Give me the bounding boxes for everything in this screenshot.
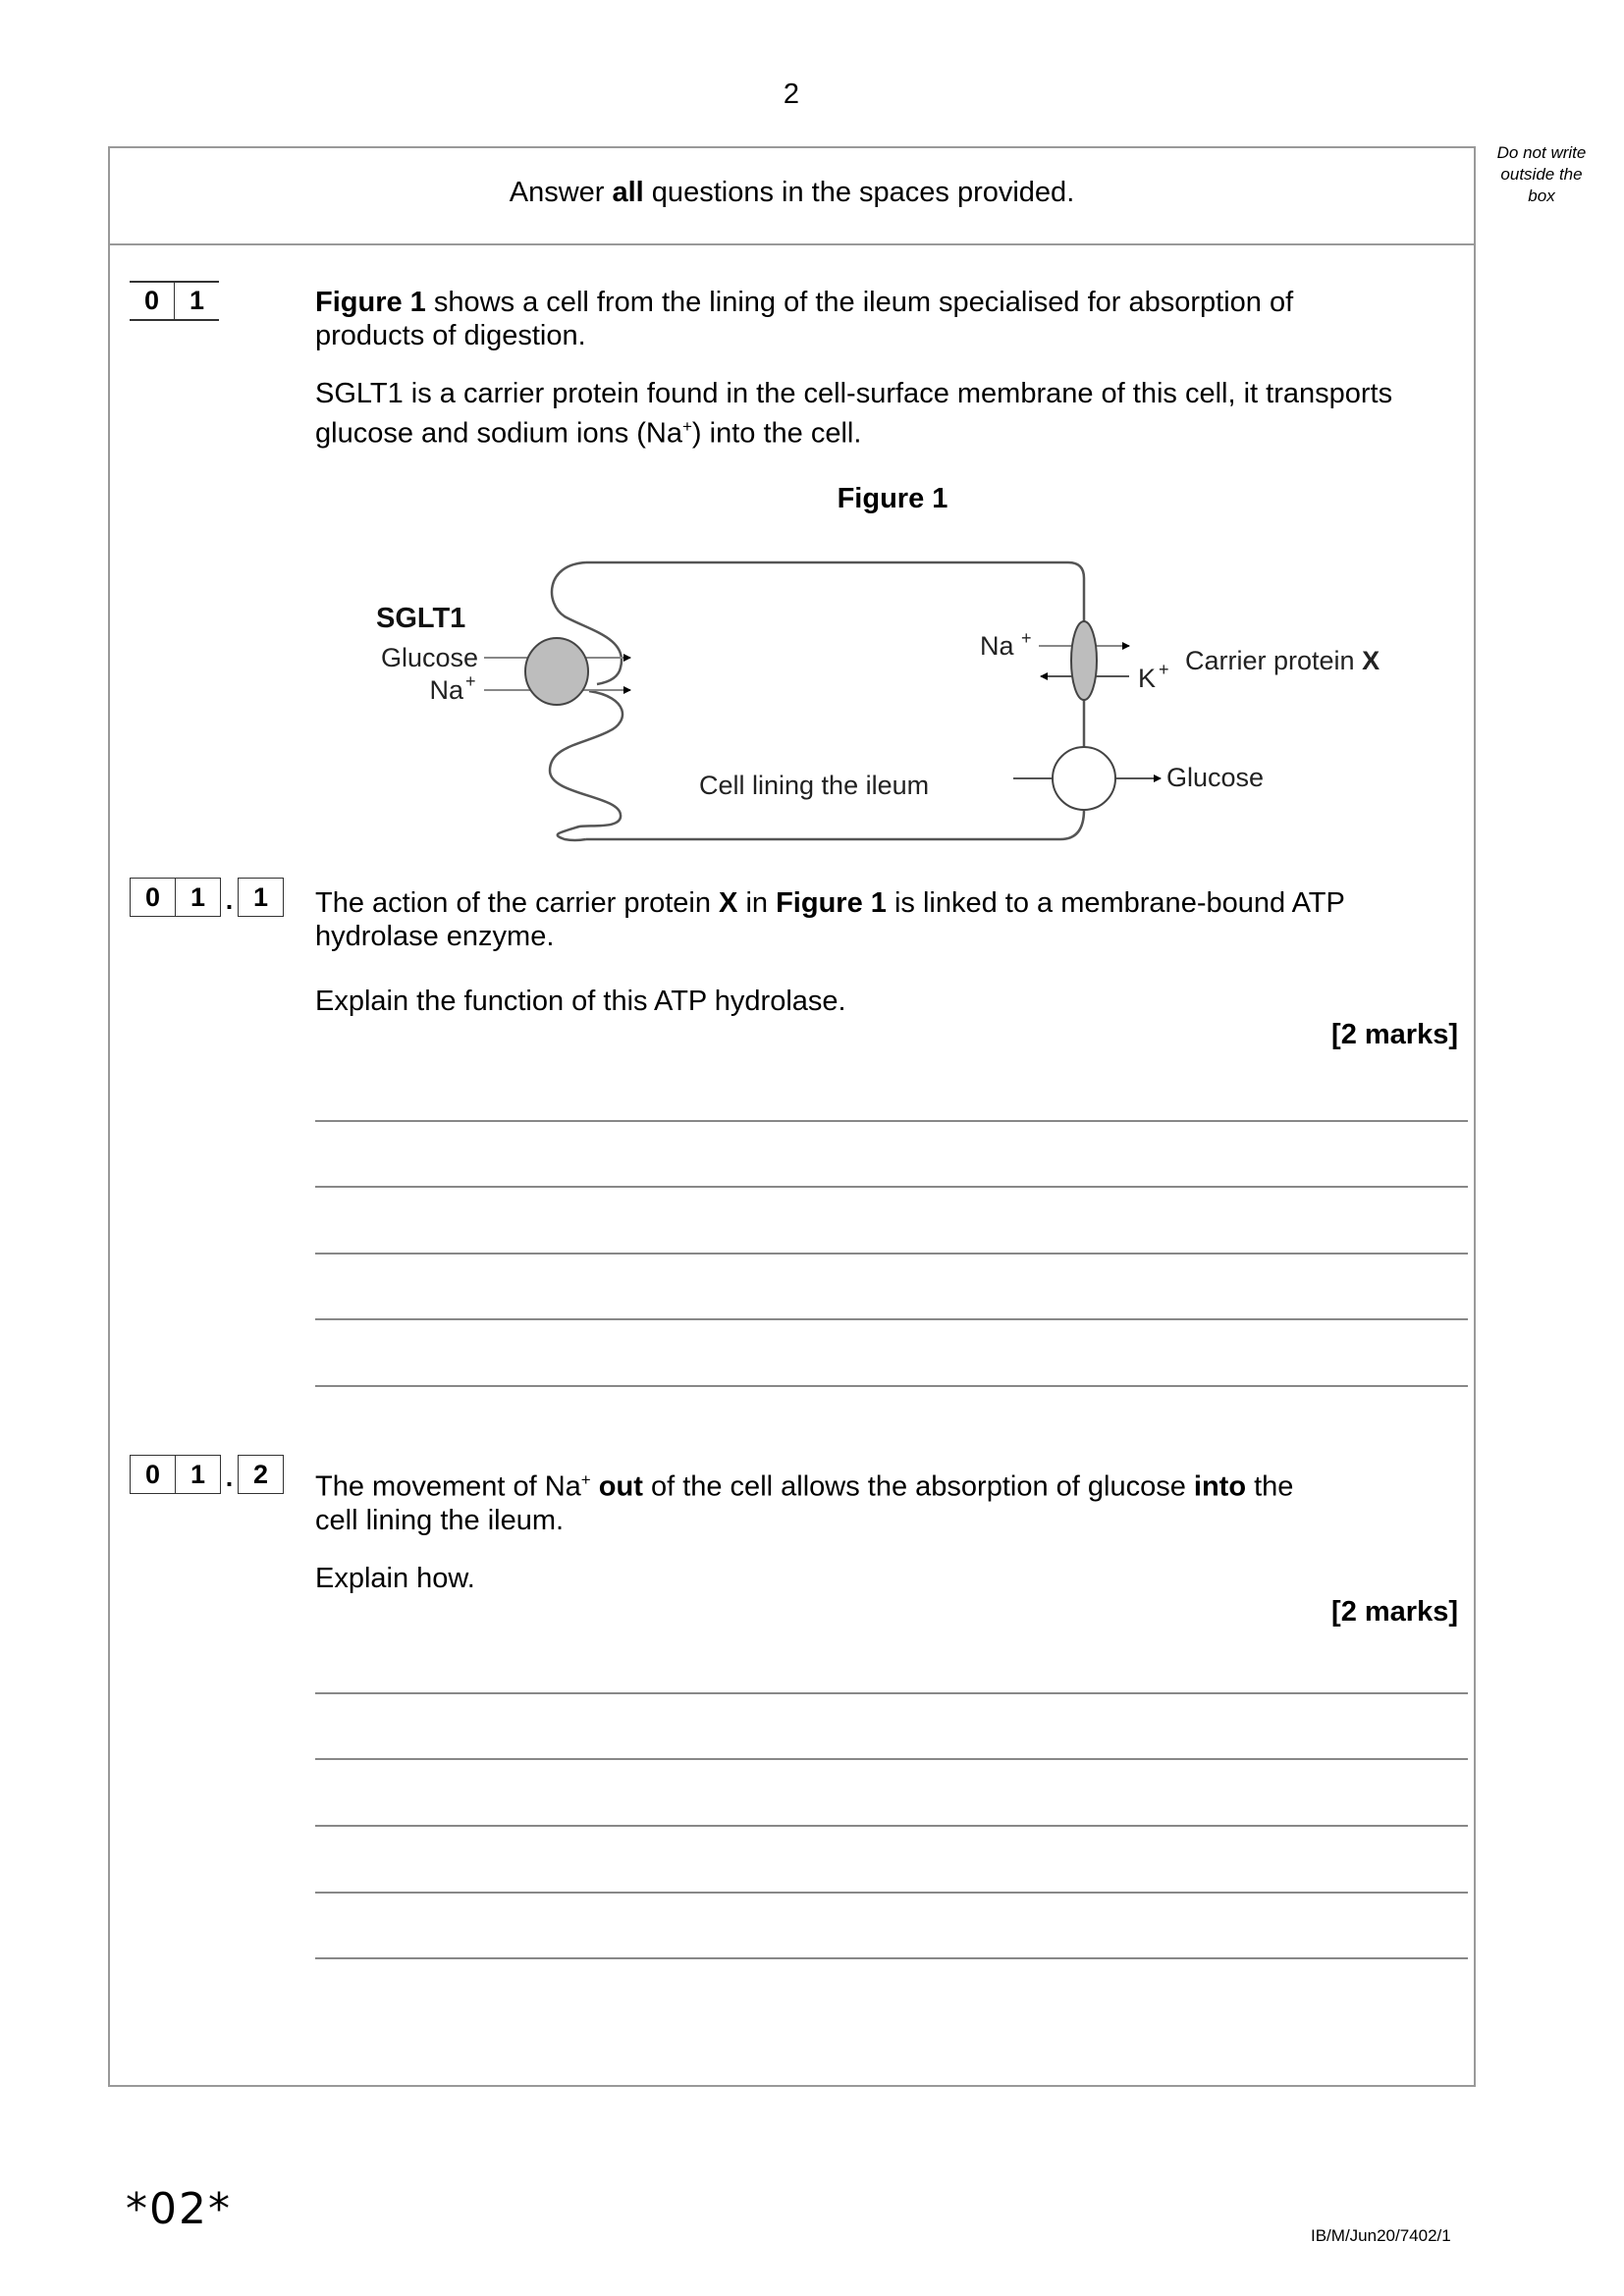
q012-line1-post: the	[1246, 1470, 1294, 1503]
question-number-01-2	[130, 1455, 284, 1494]
glucose-out-label: Glucose	[1166, 763, 1265, 792]
q011-line1-pre: The action of the carrier protein	[315, 887, 720, 919]
q012-text	[315, 1464, 1474, 1537]
qnum-digit: 1	[174, 283, 219, 319]
margin-note-line: box	[1528, 187, 1555, 205]
glucose-in-label: Glucose	[380, 643, 478, 672]
answer-line[interactable]	[315, 1385, 1468, 1387]
sglt1-protein	[484, 638, 630, 705]
q011-text	[315, 886, 1474, 953]
instruction-pre: Answer	[509, 177, 613, 208]
q012-bold-into: into	[1193, 1470, 1247, 1503]
margin-note-line: Do not write	[1496, 143, 1587, 162]
superscript-plus: +	[580, 1470, 591, 1489]
instruction-bold: all	[612, 177, 644, 208]
footer-barcode-text: *02*	[126, 2184, 232, 2234]
glucose-channel	[1013, 747, 1161, 810]
q01-para2-line1: SGLT1 is a carrier protein found in the cell-surface membrane of this cell, it transports	[315, 378, 1393, 409]
qnum-digit: 1	[175, 1456, 220, 1493]
na-in-plus: +	[465, 671, 476, 691]
na-out-label: Na	[980, 631, 1014, 661]
margin-note-line: outside the	[1500, 165, 1583, 184]
answer-line[interactable]	[315, 1120, 1468, 1122]
qnum-digit: 0	[143, 286, 160, 315]
answer-line[interactable]	[315, 1318, 1468, 1320]
q011-line1-post: is linked to a membrane-bound ATP	[886, 887, 1345, 919]
qnum-digit: 2	[252, 1459, 269, 1489]
q012-bold-out: out	[598, 1470, 643, 1503]
q011-prompt: Explain the function of this ATP hydrolase.	[315, 986, 846, 1017]
question-number-01-1	[130, 878, 284, 917]
superscript-plus: +	[681, 417, 692, 436]
footer-code: IB/M/Jun20/7402/1	[1311, 2226, 1451, 2245]
instruction-post: questions in the spaces provided.	[643, 177, 1075, 208]
figure-ref: Figure 1	[315, 287, 426, 318]
answer-line[interactable]	[315, 1758, 1468, 1760]
qnum-digit: 0	[144, 1459, 161, 1489]
sglt1-label: SGLT1	[376, 603, 466, 634]
qnum-digit: 0	[144, 881, 161, 912]
q01-para2-line2-post: ) into the cell.	[691, 417, 862, 450]
carrier-protein-x	[1039, 621, 1129, 700]
q011-bold-figure: Figure 1	[776, 887, 887, 919]
figure-1-diagram	[0, 0, 1624, 883]
answer-line[interactable]	[315, 1825, 1468, 1827]
k-label: K	[1138, 664, 1157, 693]
carrier-label	[1185, 646, 1380, 675]
carrier-label-x: X	[1362, 646, 1380, 675]
q012-line2: cell lining the ileum.	[315, 1504, 565, 1536]
qnum-dot: .	[225, 885, 234, 915]
q011-bold-x: X	[719, 887, 738, 919]
qnum-dot: .	[225, 1463, 234, 1492]
q012-marks: [2 marks]	[1331, 1596, 1458, 1628]
answer-line[interactable]	[315, 1892, 1468, 1894]
q012-prompt: Explain how.	[315, 1563, 475, 1594]
q012-line1-pre: The movement of Na	[315, 1470, 581, 1503]
cell-label: Cell lining the ileum	[699, 771, 930, 800]
q011-marks: [2 marks]	[1331, 1019, 1458, 1050]
qnum-digit: 1	[252, 881, 269, 912]
q01-intro-line2: products of digestion.	[315, 320, 586, 351]
q01-intro-line1: shows a cell from the lining of the ileum specialised for absorption of	[425, 287, 1294, 318]
q011-line2: hydrolase enzyme.	[315, 921, 555, 952]
carrier-label-text: Carrier protein	[1185, 646, 1363, 675]
k-plus: +	[1159, 660, 1169, 679]
qnum-digit: 1	[175, 879, 220, 916]
answer-line[interactable]	[315, 1186, 1468, 1188]
answer-line[interactable]	[315, 1253, 1468, 1255]
q01-para2-line2-pre: glucose and sodium ions (Na	[315, 417, 682, 450]
q011-line1-mid: in	[737, 887, 777, 919]
page-number: 2	[783, 79, 800, 110]
na-out-plus: +	[1021, 628, 1032, 648]
figure-title: Figure 1	[837, 483, 948, 514]
answer-line[interactable]	[315, 1957, 1468, 1959]
answer-line[interactable]	[315, 1692, 1468, 1694]
na-in-label: Na	[429, 675, 463, 705]
q012-line1-mid: of the cell allows the absorption of glucose	[642, 1470, 1194, 1503]
